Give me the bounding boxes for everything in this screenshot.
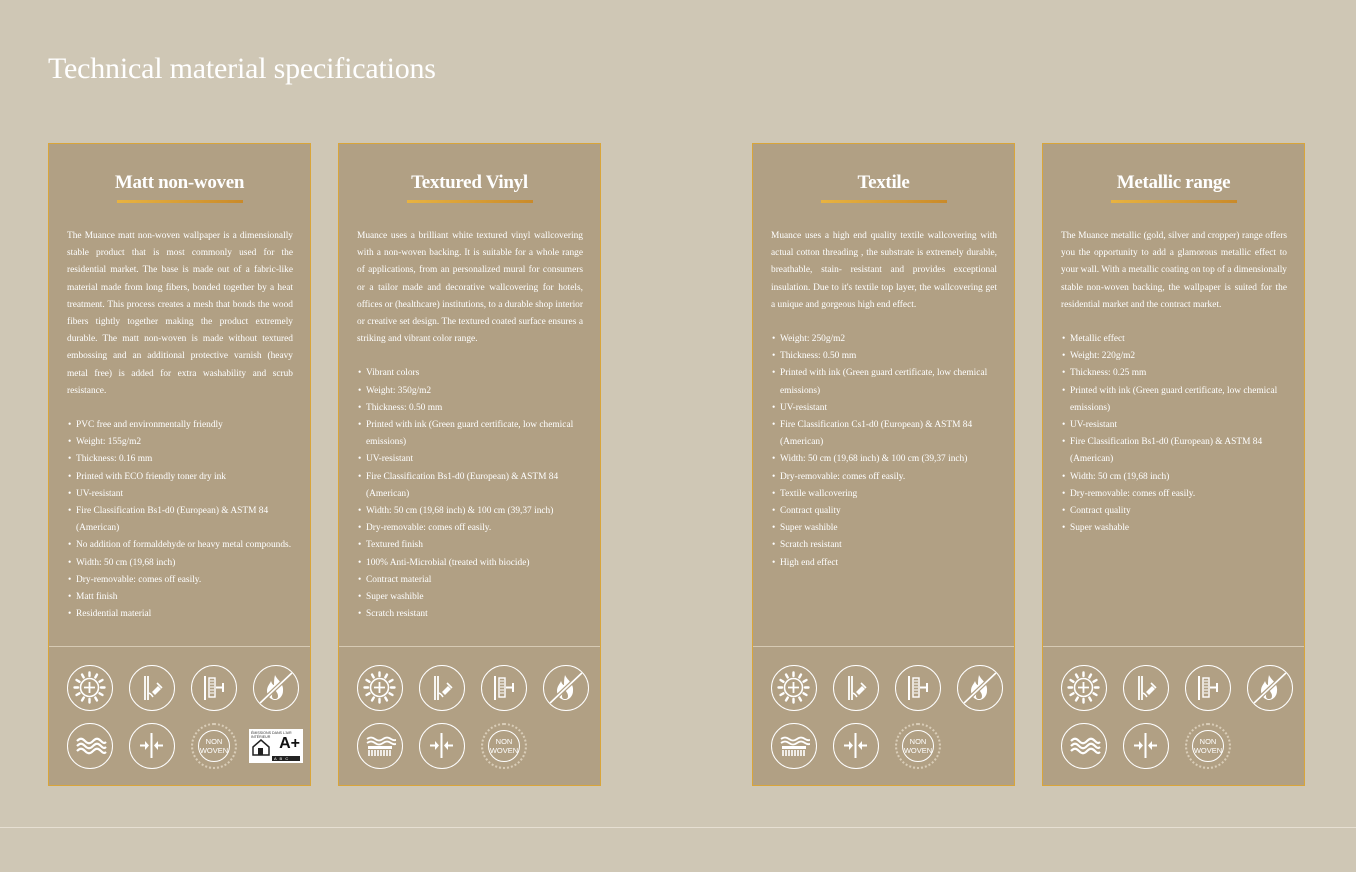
spec-item: • Contract material: [357, 572, 583, 589]
spec-item: • Weight: 350g/m2: [357, 383, 583, 400]
spec-item: • Dry-removable: comes off easily.: [1061, 486, 1287, 503]
badge-line1: NON: [205, 737, 223, 746]
divider: [339, 646, 600, 647]
badge-text: [488, 730, 520, 762]
sun-uv-icon: [771, 665, 817, 711]
card-description: The Muance metallic (gold, silver and cropper) range offers you the opportunity to add a glamorous metallic effect to your wall. With a metallic coating on top of a dimensionally stable non-woven backing, the wallpaper is suited for the residential market and the contract market.: [1061, 231, 1287, 310]
spec-item: • Vibrant colors: [357, 365, 583, 382]
divider: [49, 646, 310, 647]
spec-item: • UV-resistant: [67, 486, 293, 503]
badge-line2: WOVEN: [903, 745, 933, 755]
spec-item: • High end effect: [771, 555, 997, 572]
title-underline: [407, 200, 533, 203]
spec-list: [357, 365, 583, 623]
badge-text: [902, 730, 934, 762]
spec-item: • Textured finish: [357, 537, 583, 554]
divider: [1043, 646, 1304, 647]
sun-uv-icon: [357, 665, 403, 711]
badge-text: [1192, 730, 1224, 762]
nonwoven-badge-icon: [191, 723, 237, 769]
butt-joint-icon: [129, 723, 175, 769]
spec-list: [67, 417, 293, 623]
divider: [753, 646, 1014, 647]
card-body: [67, 228, 293, 623]
paste-the-wall-icon: [895, 665, 941, 711]
spec-item: • No addition of formaldehyde or heavy metal compounds.: [67, 537, 293, 554]
house-icon: [252, 738, 270, 756]
spec-item: • Printed with ink (Green guard certificate, low chemical emissions): [771, 365, 997, 399]
washable-icon: [1061, 723, 1107, 769]
nonwoven-badge-icon: [1185, 723, 1231, 769]
spec-item: • Width: 50 cm (19,68 inch) & 100 cm (39,37 inch): [771, 451, 997, 468]
title-underline: [821, 200, 947, 203]
spec-item: • Dry-removable: comes off easily.: [771, 469, 997, 486]
card-title: Textured Vinyl: [411, 172, 528, 193]
page-title: Technical material specifications: [48, 52, 436, 85]
a-plus-emission-label-icon: [249, 729, 303, 763]
card-title: Metallic range: [1116, 172, 1231, 193]
wall-paste-icon: [1123, 665, 1169, 711]
no-fire-icon: [1247, 665, 1293, 711]
spec-item: • Width: 50 cm (19,68 inch) & 100 cm (39,37 inch): [357, 503, 583, 520]
card-description: The Muance matt non-woven wallpaper is a dimensionally stable product that is most commonly used for the residential market. The base is made out of a fabric-like material made from long fibers, bonded together by a heat treatment. This process creates a mesh that bonds the wood fibers tightly together making the product extremely durable. The matt non-woven is made without textured embossing and an additional protective varnish (heavy metal free) is added for extra washability and scrub resistance.: [67, 231, 293, 396]
badge-text: [198, 730, 230, 762]
label-top-text: ÉMISSIONS DANS L'AIR INTÉRIEUR: [251, 731, 292, 739]
spec-item: • Printed with ink (Green guard certificate, low chemical emissions): [357, 417, 583, 451]
spec-item: • Dry-removable: comes off easily.: [67, 572, 293, 589]
card-body: [771, 228, 997, 572]
spec-item: • Scratch resistant: [357, 606, 583, 623]
nonwoven-badge-icon: [895, 723, 941, 769]
wall-paste-icon: [419, 665, 465, 711]
card-metallic-range: [1042, 143, 1305, 786]
title-underline: [1111, 200, 1237, 203]
wall-paste-icon: [129, 665, 175, 711]
spec-item: • Fire Classification Cs1-d0 (European) & ASTM 84 (American): [771, 417, 997, 451]
paste-the-wall-icon: [481, 665, 527, 711]
card-description: Muance uses a brilliant white textured vinyl wallcovering with a non-woven backing. It is suitable for a whole range of applications, from an personalized mural for consumers or a tailor made and decorative wallcovering for hotels, offices or (healthcare) institutions, to a durable shop interior or creative set design. The textured coated surface ensures a striking and vibrant color range.: [357, 231, 583, 345]
spec-item: • Super washible: [357, 589, 583, 606]
spec-item: • Width: 50 cm (19,68 inch): [1061, 469, 1287, 486]
spec-item: • Contract quality: [771, 503, 997, 520]
spec-item: • UV-resistant: [1061, 417, 1287, 434]
spec-item: • Fire Classification Bs1-d0 (European) & ASTM 84 (American): [1061, 434, 1287, 468]
spec-item: • UV-resistant: [357, 451, 583, 468]
card-title: Matt non-woven: [114, 172, 245, 193]
card-matt-non-woven: [48, 143, 311, 786]
spec-item: • Matt finish: [67, 589, 293, 606]
badge-line1: NON: [909, 737, 927, 746]
spec-item: • Printed with ink (Green guard certificate, low chemical emissions): [1061, 383, 1287, 417]
card-body: [357, 228, 583, 623]
spec-item: • Contract quality: [1061, 503, 1287, 520]
spec-item: • Dry-removable: comes off easily.: [357, 520, 583, 537]
spec-item: • Thickness: 0.50 mm: [357, 400, 583, 417]
badge-line2: WOVEN: [1193, 745, 1223, 755]
paste-the-wall-icon: [1185, 665, 1231, 711]
spec-list: [1061, 331, 1287, 537]
spec-item: • 100% Anti-Microbial (treated with biocide): [357, 555, 583, 572]
spec-item: • Thickness: 0.50 mm: [771, 348, 997, 365]
spec-item: • Printed with ECO friendly toner dry ink: [67, 469, 293, 486]
spec-item: • Super washible: [771, 520, 997, 537]
scrubbable-icon: [357, 723, 403, 769]
badge-line1: NON: [1199, 737, 1217, 746]
spec-item: • PVC free and environmentally friendly: [67, 417, 293, 434]
scrubbable-icon: [771, 723, 817, 769]
card-textile: [752, 143, 1015, 786]
label-scale: A B C: [272, 756, 300, 761]
spec-item: • Residential material: [67, 606, 293, 623]
title-underline: [117, 200, 243, 203]
spec-item: • Weight: 155g/m2: [67, 434, 293, 451]
spec-item: • Fire Classification Bs1-d0 (European) & ASTM 84 (American): [357, 469, 583, 503]
sun-uv-icon: [67, 665, 113, 711]
no-fire-icon: [253, 665, 299, 711]
sun-uv-icon: [1061, 665, 1107, 711]
spec-item: • Super washable: [1061, 520, 1287, 537]
badge-line2: WOVEN: [199, 745, 229, 755]
spec-item: • Width: 50 cm (19,68 inch): [67, 555, 293, 572]
nonwoven-badge-icon: [481, 723, 527, 769]
card-textured-vinyl: [338, 143, 601, 786]
badge-line1: NON: [495, 737, 513, 746]
spec-item: • Weight: 250g/m2: [771, 331, 997, 348]
spec-item: • UV-resistant: [771, 400, 997, 417]
washable-icon: [67, 723, 113, 769]
spec-item: • Textile wallcovering: [771, 486, 997, 503]
butt-joint-icon: [1123, 723, 1169, 769]
spec-item: • Fire Classification Bs1-d0 (European) & ASTM 84 (American): [67, 503, 293, 537]
card-title: Textile: [857, 172, 910, 193]
spec-item: • Metallic effect: [1061, 331, 1287, 348]
spec-item: • Thickness: 0.16 mm: [67, 451, 293, 468]
butt-joint-icon: [419, 723, 465, 769]
spec-item: • Thickness: 0.25 mm: [1061, 365, 1287, 382]
spec-list: [771, 331, 997, 572]
label-grade: A+: [279, 735, 300, 752]
paste-the-wall-icon: [191, 665, 237, 711]
spec-item: • Weight: 220g/m2: [1061, 348, 1287, 365]
no-fire-icon: [957, 665, 1003, 711]
wall-paste-icon: [833, 665, 879, 711]
bottom-rule: [0, 827, 1356, 828]
spec-item: • Scratch resistant: [771, 537, 997, 554]
butt-joint-icon: [833, 723, 879, 769]
card-description: Muance uses a high end quality textile wallcovering with actual cotton threading , the substrate is extremely durable, breathable, stain- resistant and provides exceptional insulation. Due to it's textile top layer, the wallcovering get a unique and gorgeous high end effect.: [771, 231, 997, 310]
badge-line2: WOVEN: [489, 745, 519, 755]
no-fire-icon: [543, 665, 589, 711]
card-body: [1061, 228, 1287, 537]
